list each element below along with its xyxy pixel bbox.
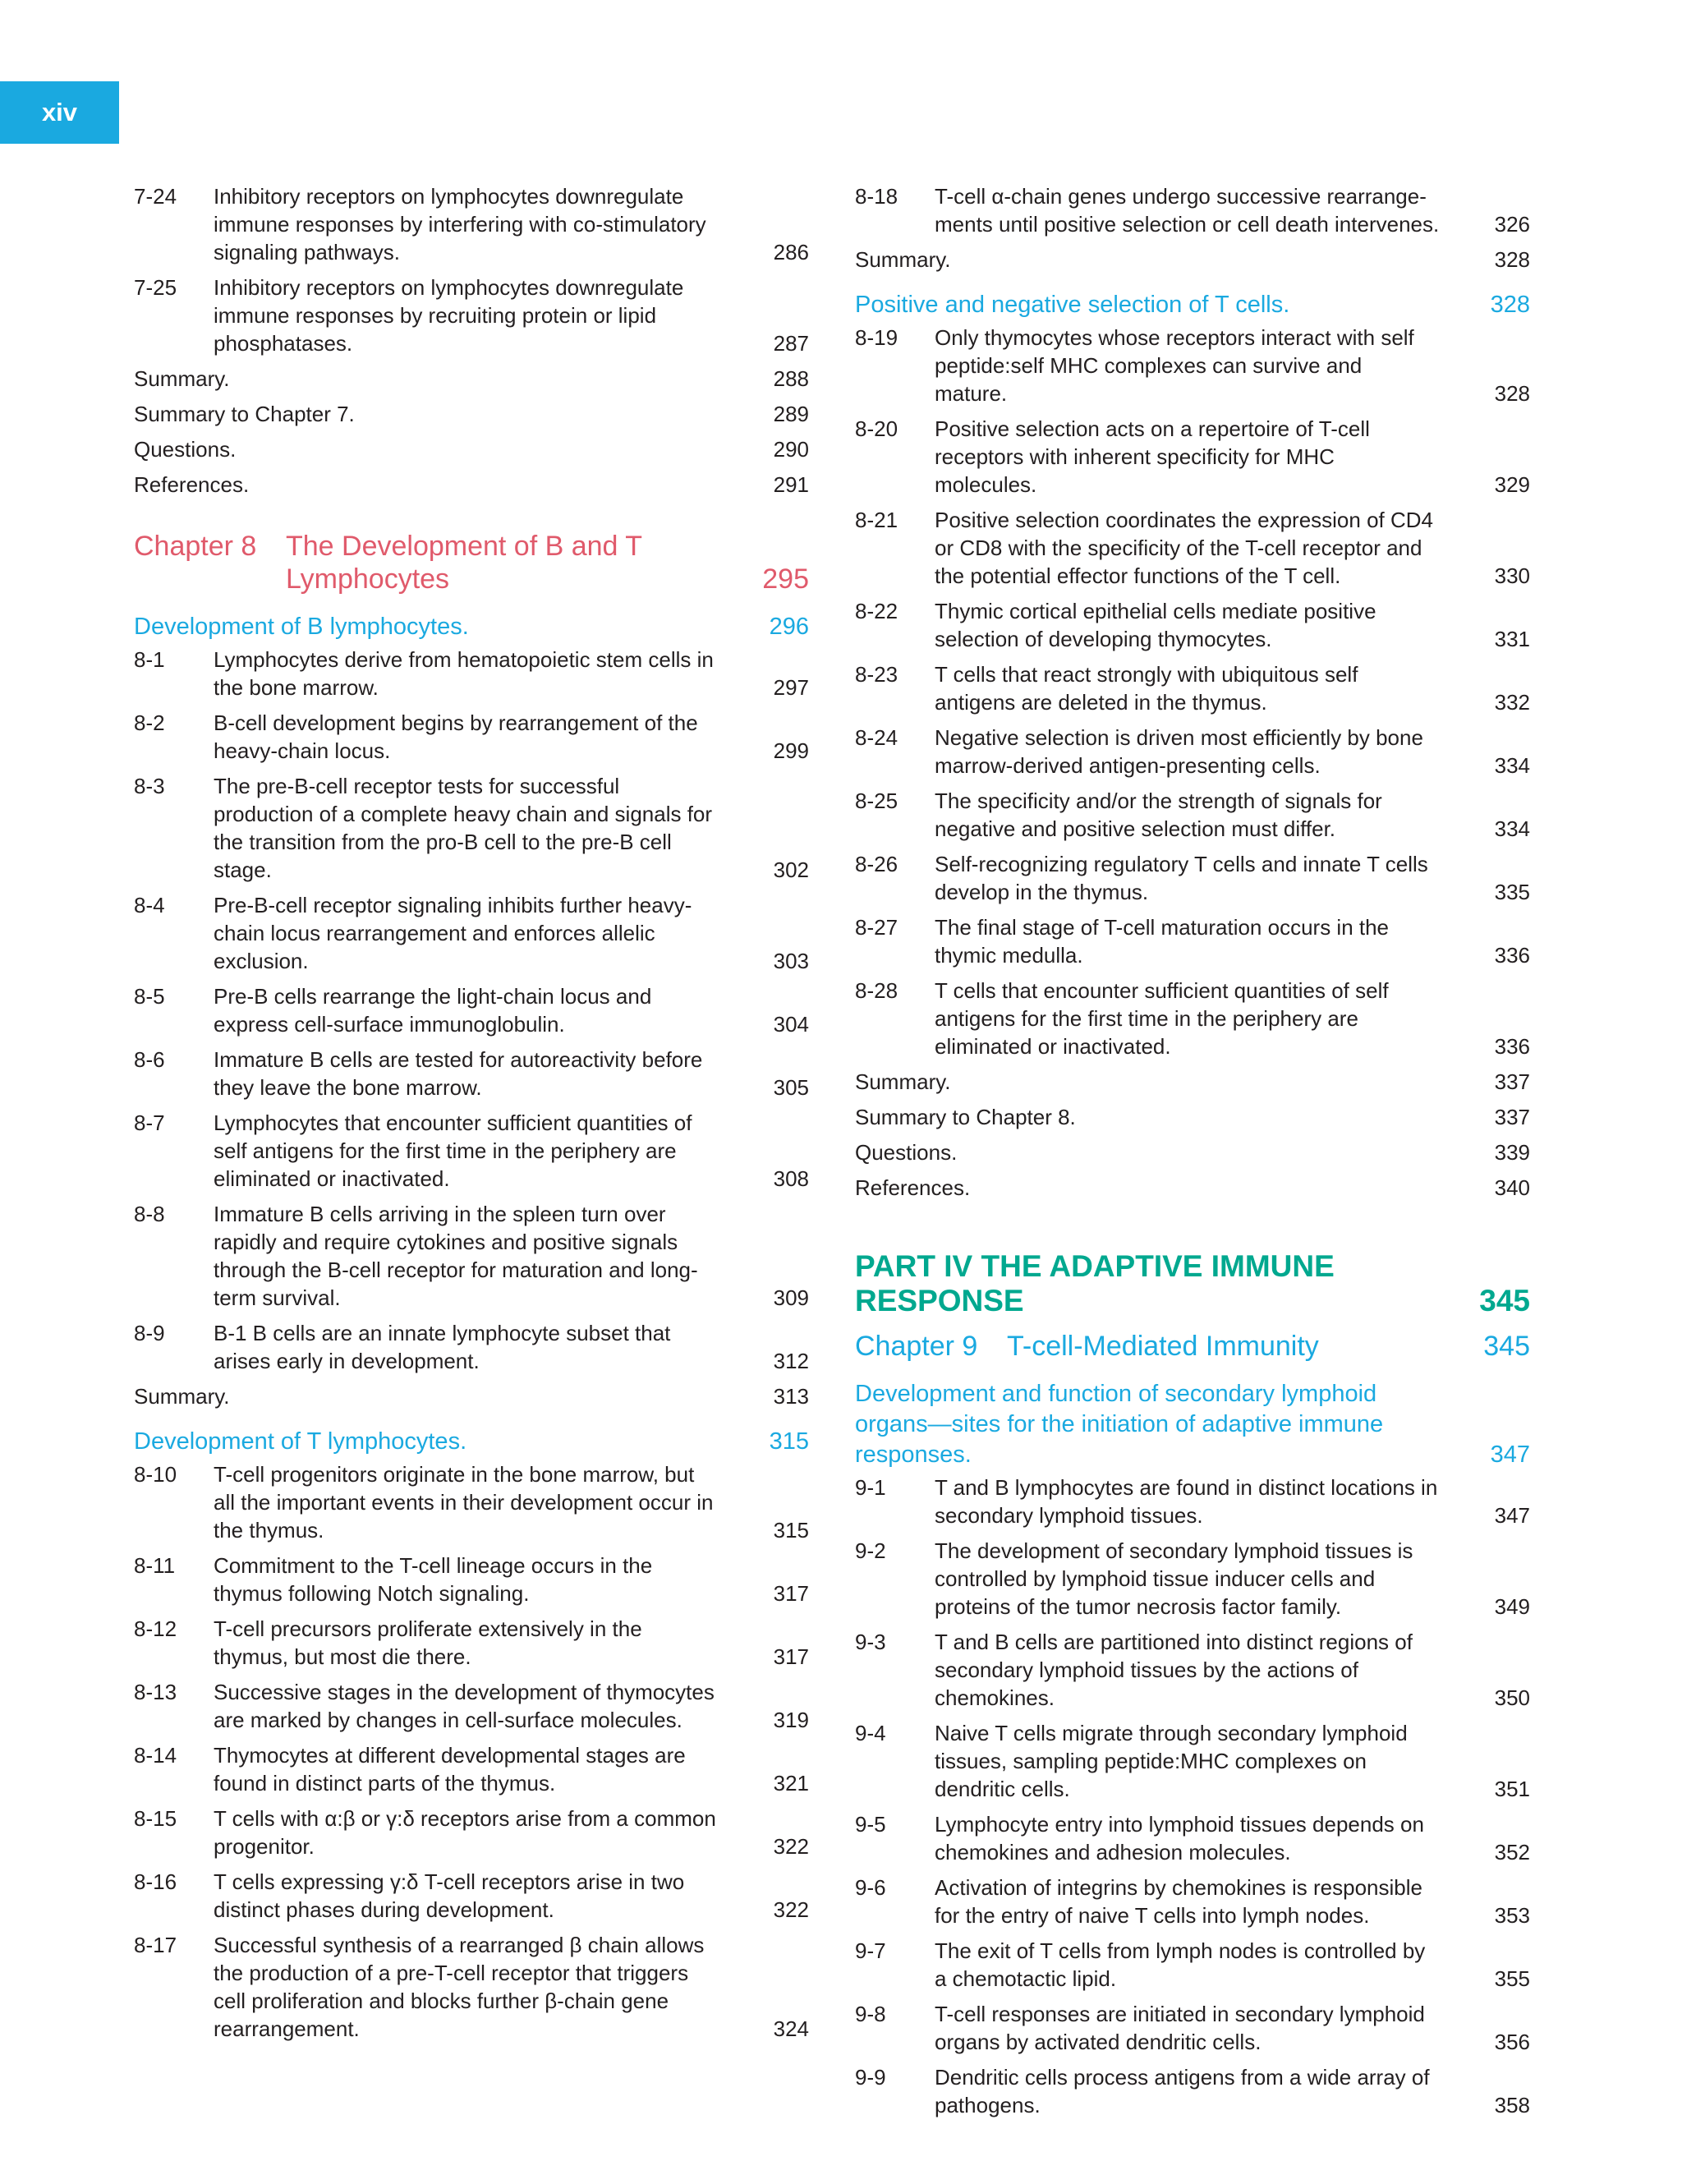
toc-entry[interactable]	[134, 1109, 809, 1193]
toc-entry[interactable]	[855, 324, 1530, 407]
page-number: 309	[773, 1285, 809, 1310]
page-number: 287	[773, 331, 809, 356]
entry-title: The exit of T cells from lymph nodes is controlled by a chemotactic lipid.	[935, 1938, 1426, 1991]
part-title: PART IV THE ADAPTIVE IMMUNE RESPONSE	[855, 1249, 1335, 1317]
page-number: 334	[1494, 753, 1530, 778]
entry-title: Activation of integrins by chemokines is responsible for the entry of naive T cells into lymph nodes.	[935, 1875, 1422, 1928]
entry-number: 8-5	[134, 984, 165, 1009]
entry-number: 8-11	[134, 1553, 176, 1578]
entry-title: Only thymocytes whose receptors interact with self peptide:self MHC complexes can survive and mature.	[935, 325, 1414, 406]
entry-number: 9-6	[855, 1875, 886, 1900]
toc-entry[interactable]	[134, 1046, 809, 1101]
entry-number: 8-27	[855, 915, 898, 940]
toc-entry[interactable]	[134, 772, 809, 884]
entry-number: 8-15	[134, 1806, 177, 1831]
entry-title: Summary.	[855, 247, 951, 272]
toc-plain-entry[interactable]	[134, 1382, 809, 1410]
toc-entry[interactable]	[134, 1615, 809, 1671]
toc-entry[interactable]	[855, 415, 1530, 499]
chapter-title: T-cell-Mediated Immunity	[1007, 1331, 1319, 1362]
page-number: 349	[1494, 1594, 1530, 1619]
entry-number: 8-19	[855, 325, 898, 350]
entry-title: Pre-B cells rearrange the light-chain locus and express cell-surface immunoglobulin.	[214, 984, 652, 1037]
entry-title: Thymocytes at different developmental stages are found in distinct parts of the thymus.	[214, 1743, 686, 1795]
page-number: 290	[773, 437, 809, 462]
entry-title: References.	[855, 1175, 971, 1200]
entry-number: 7-24	[134, 184, 177, 209]
toc-plain-entry[interactable]	[855, 1103, 1530, 1131]
toc-plain-entry[interactable]	[134, 435, 809, 463]
page-number: 288	[773, 366, 809, 391]
entry-number: 8-14	[134, 1743, 177, 1768]
page-number: 336	[1494, 943, 1530, 968]
entry-number: 9-8	[855, 2002, 886, 2026]
toc-entry[interactable]	[134, 182, 809, 266]
page-number: 289	[773, 402, 809, 426]
entry-title: T cells that react strongly with ubiquitous self antigens are deleted in the thymus.	[935, 662, 1358, 715]
entry-title: References.	[134, 472, 250, 497]
toc-entry[interactable]	[855, 2063, 1530, 2119]
entry-number: 8-17	[134, 1933, 177, 1957]
page-number: 305	[773, 1075, 809, 1100]
entry-title: Successive stages in the development of thymocytes are marked by changes in cell-surface molecules.	[214, 1680, 715, 1732]
toc-entry[interactable]	[855, 1937, 1530, 1993]
entry-title: Immature B cells arriving in the spleen turn over rapidly and require cytokines and positive signals through the B-cell receptor for maturation and long-term survival.	[214, 1202, 698, 1310]
toc-plain-entry[interactable]	[855, 1174, 1530, 1202]
entry-number: 8-22	[855, 599, 898, 623]
entry-number: 8-25	[855, 789, 898, 813]
toc-entry[interactable]	[855, 1719, 1530, 1803]
entry-number: 8-1	[134, 647, 165, 672]
entry-title: Naive T cells migrate through secondary lymphoid tissues, sampling peptide:MHC complexes on dendritic cells.	[935, 1721, 1408, 1801]
entry-title: Lymphocyte entry into lymphoid tissues depends on chemokines and adhesion molecules.	[935, 1812, 1424, 1864]
entry-title: Self-recognizing regulatory T cells and innate T cells develop in the thymus.	[935, 852, 1428, 904]
toc-plain-entry[interactable]	[855, 1138, 1530, 1166]
page-number: 315	[769, 1428, 809, 1455]
page-number: 339	[1494, 1140, 1530, 1165]
entry-number: 9-7	[855, 1938, 886, 1963]
entry-title: Positive selection coordinates the expression of CD4 or CD8 with the specificity of the T-cell receptor and the potential effector functions of the T cell.	[935, 508, 1433, 588]
entry-number: 9-1	[855, 1475, 886, 1500]
page-number: 352	[1494, 1840, 1530, 1864]
section-title: Positive and negative selection of T cells.	[855, 292, 1290, 318]
entry-number: 9-9	[855, 2065, 886, 2090]
page-number: 358	[1494, 2093, 1530, 2117]
toc-entry[interactable]	[855, 660, 1530, 716]
toc-entry[interactable]	[134, 709, 809, 765]
toc-entry[interactable]	[134, 1319, 809, 1375]
page-number: 291	[773, 472, 809, 497]
entry-title: The specificity and/or the strength of signals for negative and positive selection must differ.	[935, 789, 1382, 841]
entry-number: 8-6	[134, 1047, 165, 1072]
entry-number: 8-24	[855, 725, 898, 750]
page-number: 303	[773, 949, 809, 973]
toc-entry[interactable]	[855, 1874, 1530, 1929]
entry-title: Lymphocytes that encounter sufficient quantities of self antigens for the first time in the periphery are eliminated or inactivated.	[214, 1110, 692, 1191]
toc-entry[interactable]	[855, 1628, 1530, 1712]
page-number: 328	[1494, 381, 1530, 406]
entry-title: Inhibitory receptors on lymphocytes downregulate immune responses by interfering with co-stimulatory signaling pathways.	[214, 184, 706, 264]
page-number: 347	[1490, 1441, 1530, 1468]
entry-number: 8-3	[134, 774, 165, 798]
page-number: 330	[1494, 563, 1530, 588]
toc-entry[interactable]	[134, 1805, 809, 1860]
entry-title: T cells that encounter sufficient quantities of self antigens for the first time in the periphery are eliminated or inactivated.	[935, 978, 1389, 1059]
section-title: Development of T lymphocytes.	[134, 1428, 467, 1455]
toc-entry[interactable]	[134, 1460, 809, 1544]
toc-entry[interactable]	[855, 182, 1530, 238]
entry-number: 8-16	[134, 1869, 177, 1894]
page-number: 299	[773, 738, 809, 763]
page-number: 315	[773, 1518, 809, 1543]
toc-entry[interactable]	[855, 597, 1530, 653]
entry-title: Immature B cells are tested for autoreactivity before they leave the bone marrow.	[214, 1047, 703, 1100]
toc-entry[interactable]	[134, 1741, 809, 1797]
entry-title: T and B cells are partitioned into distinct regions of secondary lymphoid tissues by the actions of chemokines.	[935, 1630, 1413, 1710]
toc-plain-entry[interactable]	[855, 246, 1530, 274]
toc-entry[interactable]	[855, 977, 1530, 1060]
entry-title: Summary to Chapter 7.	[134, 402, 355, 426]
entry-number: 8-18	[855, 184, 898, 209]
toc-entry[interactable]	[134, 1868, 809, 1924]
page-number: 304	[773, 1012, 809, 1037]
toc-entry[interactable]	[134, 1200, 809, 1312]
entry-number: 8-8	[134, 1202, 165, 1226]
entry-title: T and B lymphocytes are found in distinct locations in secondary lymphoid tissues.	[935, 1475, 1438, 1528]
entry-title: T-cell precursors proliferate extensively in the thymus, but most die there.	[214, 1616, 642, 1669]
page-folio: xiv	[0, 81, 119, 144]
entry-title: The development of secondary lymphoid tissues is controlled by lymphoid tissue inducer cells and proteins of the tumor necrosis factor family.	[935, 1538, 1413, 1619]
toc-entry[interactable]	[855, 850, 1530, 906]
page-number: 332	[1494, 690, 1530, 715]
page-number: 356	[1494, 2030, 1530, 2054]
toc-entry[interactable]	[855, 787, 1530, 843]
toc-entry[interactable]	[134, 891, 809, 975]
entry-title: B-cell development begins by rearrangement of the heavy-chain locus.	[214, 710, 698, 763]
entry-title: Pre-B-cell receptor signaling inhibits further heavy-chain locus rearrangement and enforces allelic exclusion.	[214, 893, 692, 973]
chapter-label: Chapter 9	[855, 1331, 978, 1362]
entry-title: T-cell progenitors originate in the bone marrow, but all the important events in their development occur in the thymus.	[214, 1462, 714, 1543]
entry-number: 8-12	[134, 1616, 177, 1641]
toc-entry[interactable]	[855, 1537, 1530, 1621]
entry-number: 8-26	[855, 852, 898, 876]
toc-plain-entry[interactable]	[855, 1068, 1530, 1096]
page-number: 347	[1494, 1503, 1530, 1528]
chapter-label: Chapter 8	[134, 531, 257, 562]
section-title: Development and function of secondary lymphoid organs—sites for the initiation of adaptive immune responses.	[855, 1381, 1384, 1468]
entry-number: 8-21	[855, 508, 898, 532]
page-number: 312	[773, 1349, 809, 1373]
page-number: 340	[1494, 1175, 1530, 1200]
page-number: 335	[1494, 880, 1530, 904]
toc-part-heading[interactable]	[855, 1249, 1530, 1318]
toc-entry[interactable]	[134, 1552, 809, 1607]
toc-chapter-heading[interactable]	[134, 530, 809, 595]
chapter-title: The Development of B and T Lymphocytes	[286, 531, 642, 595]
toc-entry[interactable]	[134, 646, 809, 701]
page-number: 317	[773, 1644, 809, 1669]
page-number: 324	[773, 2016, 809, 2041]
page-number: 329	[1494, 472, 1530, 497]
page-number: 350	[1494, 1685, 1530, 1710]
toc-entry[interactable]	[855, 724, 1530, 779]
page-number: 353	[1494, 1903, 1530, 1928]
page-number: 317	[773, 1581, 809, 1606]
entry-number: 7-25	[134, 275, 177, 300]
page-number: 322	[773, 1834, 809, 1859]
page-number: 321	[773, 1771, 809, 1795]
page-number: 331	[1494, 627, 1530, 651]
entry-title: Summary.	[134, 1384, 230, 1409]
entry-title: Inhibitory receptors on lymphocytes downregulate immune responses by recruiting protein or lipid phosphatases.	[214, 275, 684, 356]
entry-number: 8-4	[134, 893, 165, 917]
entry-title: Dendritic cells process antigens from a wide array of pathogens.	[935, 2065, 1430, 2117]
page-number: 328	[1490, 292, 1530, 318]
toc-plain-entry[interactable]	[134, 471, 809, 499]
page-number: 313	[773, 1384, 809, 1409]
toc-entry[interactable]	[855, 2000, 1530, 2056]
toc-left-column	[134, 182, 809, 2050]
toc-entry[interactable]	[134, 982, 809, 1038]
toc-section-heading[interactable]	[134, 612, 809, 642]
toc-entry[interactable]	[855, 1810, 1530, 1866]
toc-plain-entry[interactable]	[134, 365, 809, 393]
page-number: 337	[1494, 1069, 1530, 1094]
entry-number: 9-4	[855, 1721, 886, 1745]
entry-title: T-cell α-chain genes undergo successive rearrange-ments until positive selection or cell death intervenes.	[935, 184, 1440, 237]
entry-title: The final stage of T-cell maturation occurs in the thymic medulla.	[935, 915, 1390, 968]
entry-title: Questions.	[134, 437, 237, 462]
entry-title: Commitment to the T-cell lineage occurs in the thymus following Notch signaling.	[214, 1553, 653, 1606]
page-number: 345	[1479, 1284, 1530, 1317]
toc-entry[interactable]	[855, 506, 1530, 590]
toc-entry[interactable]	[855, 913, 1530, 969]
entry-number: 8-20	[855, 416, 898, 441]
entry-title: T cells with α:β or γ:δ receptors arise from a common progenitor.	[214, 1806, 716, 1859]
entry-number: 9-5	[855, 1812, 886, 1837]
entry-number: 9-3	[855, 1630, 886, 1654]
entry-title: The pre-B-cell receptor tests for successful production of a complete heavy chain and signals for the transition from the pro-B cell to the pre-B cell stage.	[214, 774, 713, 882]
toc-section-heading[interactable]	[855, 290, 1530, 320]
page-number: 355	[1494, 1966, 1530, 1991]
section-title: Development of B lymphocytes.	[134, 614, 469, 640]
toc-entry[interactable]	[134, 1678, 809, 1734]
entry-title: Summary.	[134, 366, 230, 391]
page-number: 322	[773, 1897, 809, 1922]
page-number: 302	[773, 858, 809, 882]
entry-number: 8-13	[134, 1680, 177, 1704]
entry-title: Positive selection acts on a repertoire of T-cell receptors with inherent specificity for MHC molecules.	[935, 416, 1370, 497]
toc-entry[interactable]	[855, 1474, 1530, 1529]
entry-number: 8-9	[134, 1321, 165, 1345]
entry-number: 9-2	[855, 1538, 886, 1563]
entry-title: Summary.	[855, 1069, 951, 1094]
entry-title: T cells expressing γ:δ T-cell receptors arise in two distinct phases during development.	[214, 1869, 685, 1922]
toc-entry[interactable]	[134, 1931, 809, 2043]
page-number: 336	[1494, 1034, 1530, 1059]
entry-title: Thymic cortical epithelial cells mediate positive selection of developing thymocytes.	[935, 599, 1376, 651]
page-number: 319	[773, 1708, 809, 1732]
entry-title: Lymphocytes derive from hematopoietic stem cells in the bone marrow.	[214, 647, 714, 700]
entry-title: Successful synthesis of a rearranged β chain allows the production of a pre-T-cell receptor that triggers cell proliferation and blocks further β-chain gene rearrangement.	[214, 1933, 705, 2041]
toc-section-heading[interactable]	[134, 1427, 809, 1457]
page-number: 337	[1494, 1105, 1530, 1129]
entry-title: Summary to Chapter 8.	[855, 1105, 1076, 1129]
page-number: 326	[1494, 212, 1530, 237]
entry-title: T-cell responses are initiated in secondary lymphoid organs by activated dendritic cells.	[935, 2002, 1425, 2054]
page-number: 295	[762, 563, 809, 595]
entry-number: 8-28	[855, 978, 898, 1003]
toc-chapter-heading[interactable]	[855, 1330, 1530, 1363]
toc-plain-entry[interactable]	[134, 400, 809, 428]
toc-right-column	[855, 182, 1530, 2127]
entry-number: 8-2	[134, 710, 165, 735]
entry-number: 8-10	[134, 1462, 177, 1487]
entry-title: Questions.	[855, 1140, 958, 1165]
toc-section-heading[interactable]	[855, 1379, 1530, 1470]
page-number: 286	[773, 240, 809, 264]
page-number: 296	[769, 614, 809, 640]
page-number: 345	[1483, 1331, 1530, 1362]
page-number: 334	[1494, 816, 1530, 841]
page-number: 351	[1494, 1777, 1530, 1801]
page-number: 328	[1494, 247, 1530, 272]
entry-title: B-1 B cells are an innate lymphocyte subset that arises early in development.	[214, 1321, 671, 1373]
entry-number: 8-23	[855, 662, 898, 687]
entry-number: 8-7	[134, 1110, 165, 1135]
page-number: 308	[773, 1166, 809, 1191]
entry-title: Negative selection is driven most efficiently by bone marrow-derived antigen-presenting cells.	[935, 725, 1423, 778]
page-number: 297	[773, 675, 809, 700]
toc-entry[interactable]	[134, 274, 809, 357]
